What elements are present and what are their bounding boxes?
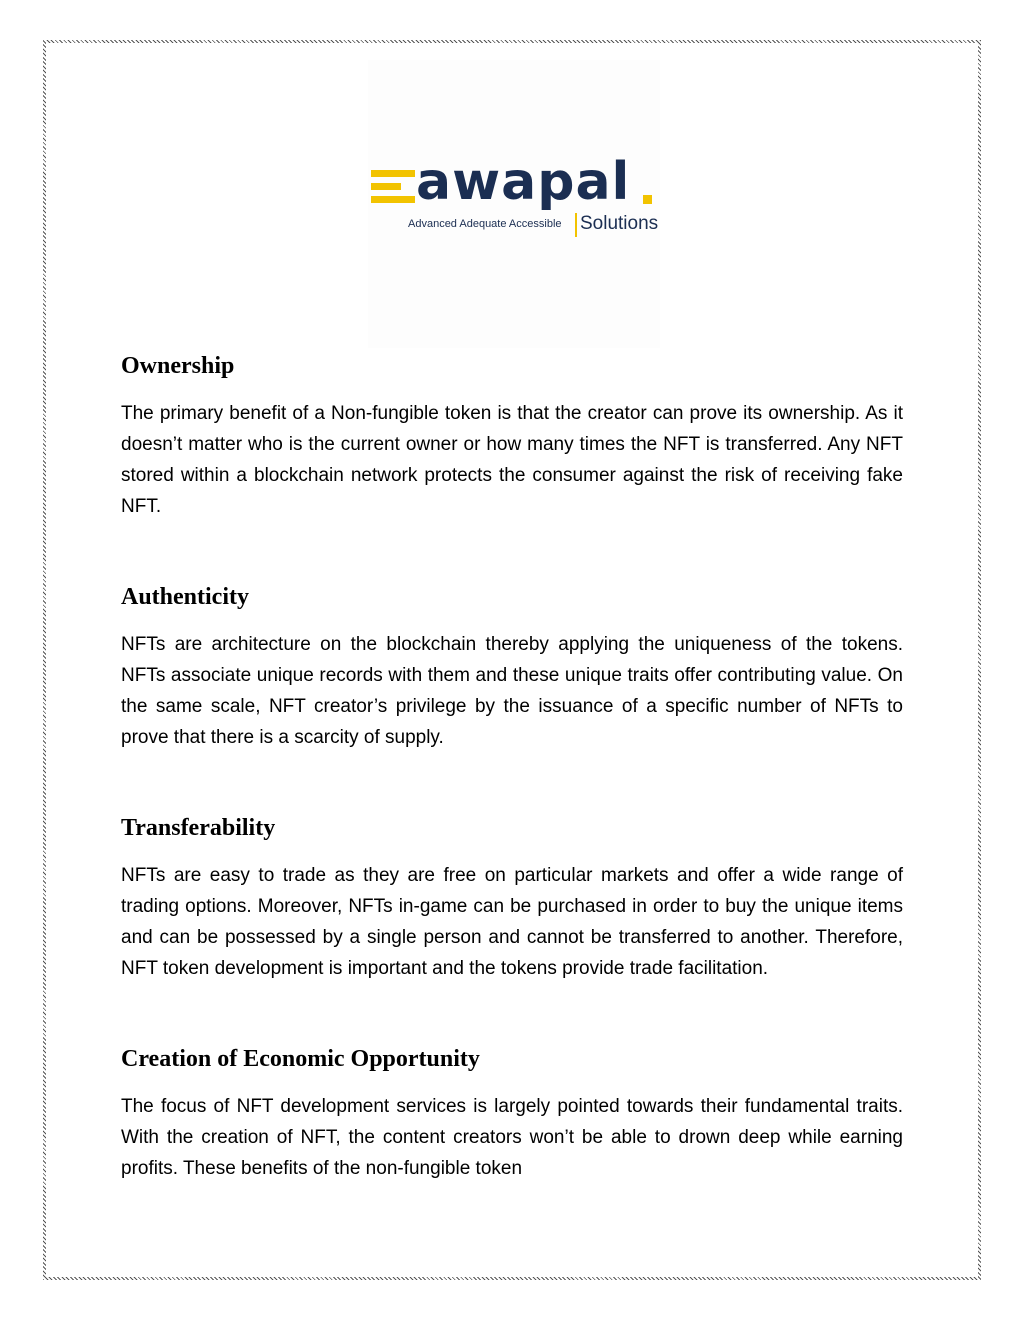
section-authenticity <box>121 577 903 753</box>
logo-tagline: Advanced Adequate Accessible <box>408 218 562 230</box>
section-paragraph: The focus of NFT development services is largely pointed towards their fundamental traits. With the creation of NFT, the content creators won’t be able to drown deep while earning profits. These benefits of the non-fungible token <box>121 1096 903 1179</box>
logo-wordmark: awapal <box>416 152 631 212</box>
document-content <box>121 346 903 1184</box>
company-logo <box>368 60 660 348</box>
section-paragraph: NFTs are easy to trade as they are free on particular markets and offer a wide range of trading options. Moreover, NFTs in-game can be purchased in order to buy the unique items and can be possessed by a single person and cannot be transferred to another. Therefore, NFT token development is important and the tokens provide trade facilitation. <box>121 865 903 979</box>
section-paragraph: NFTs are architecture on the blockchain thereby applying the uniqueness of the tokens. NFTs associate unique records with them and these unique traits offer contributing value. On the same scale, NFT creator’s privilege by the issuance of a specific number of NFTs to prove that there is a scarcity of supply. <box>121 634 903 748</box>
logo-stripes-icon <box>371 170 415 206</box>
section-heading: Authenticity <box>121 584 249 610</box>
logo-dot <box>643 195 652 204</box>
section-economic-opportunity <box>121 1039 903 1184</box>
section-transferability <box>121 808 903 984</box>
section-heading: Transferability <box>121 815 276 841</box>
logo-solutions: Solutions <box>580 213 659 234</box>
section-paragraph: The primary benefit of a Non-fungible token is that the creator can prove its ownership. As it doesn’t matter who is the current owner or how many times the NFT is transferred. Any NFT stored within a blockchain network protects the consumer against the risk of receiving fake NFT. <box>121 403 903 517</box>
section-heading: Ownership <box>121 353 235 379</box>
logo-divider <box>575 213 577 237</box>
section-heading: Creation of Economic Opportunity <box>121 1046 480 1072</box>
section-ownership <box>121 346 903 522</box>
